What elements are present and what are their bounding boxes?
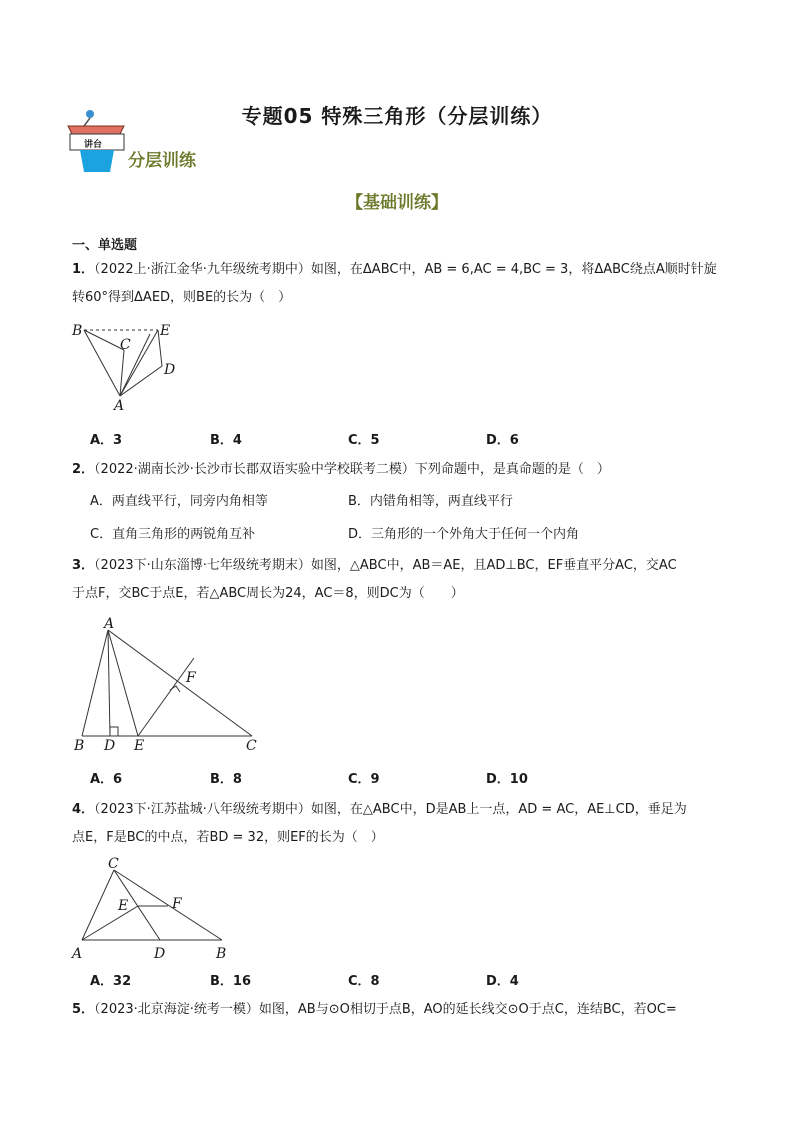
question-5 xyxy=(72,996,732,1024)
figure-label: D xyxy=(154,946,166,962)
question-source: （2023下·江苏盐城·八年级统考期中） xyxy=(94,802,311,817)
option-d: D．6 xyxy=(486,433,519,448)
logo-text: 讲台 xyxy=(84,140,103,150)
options-q2 xyxy=(90,490,730,550)
question-text: 下列命题中，是真命题的是（ ） xyxy=(414,462,610,477)
option-a: A．两直线平行，同旁内角相等 xyxy=(90,494,268,509)
option-b: B．8 xyxy=(210,772,242,787)
figure-label: A xyxy=(104,616,115,632)
figure-label: F xyxy=(186,670,196,686)
figure-q1 xyxy=(66,318,186,418)
option-c: C．8 xyxy=(348,974,380,989)
figure-label: D xyxy=(164,362,176,378)
option-a: A．6 xyxy=(90,772,123,787)
question-4 xyxy=(72,796,732,852)
question-source: （2022上·浙江金华·九年级统考期中） xyxy=(94,262,311,277)
options-q4 xyxy=(90,970,730,988)
option-c: C．5 xyxy=(348,433,380,448)
question-1 xyxy=(72,256,732,312)
question-number: 3． xyxy=(72,558,95,573)
podium-logo-icon xyxy=(62,108,132,174)
option-b: B．4 xyxy=(210,433,242,448)
figure-label: A xyxy=(114,398,125,414)
question-text-cont: 转60°得到ΔAED，则BE的长为（ ） xyxy=(72,290,292,305)
question-text: 如图，AB与⊙O相切于点B，AO的延长线交⊙O于点C，连结BC，若OC= xyxy=(258,1002,677,1017)
option-c: C．9 xyxy=(348,772,380,787)
figure-q4 xyxy=(66,852,246,962)
figure-q3 xyxy=(70,616,270,756)
figure-label: C xyxy=(120,337,131,353)
figure-label: B xyxy=(74,738,85,754)
figure-label: C xyxy=(108,856,119,872)
question-source: （2022·湖南长沙·长沙市长郡双语实验中学校联考二模） xyxy=(94,462,415,477)
options-q1 xyxy=(90,429,730,447)
figure-label: E xyxy=(134,738,145,754)
option-c: C．直角三角形的两锐角互补 xyxy=(90,527,256,542)
question-number: 1． xyxy=(72,262,95,277)
page-title: 专题05 特殊三角形（分层训练） xyxy=(241,104,553,128)
section-label: 分层训练 xyxy=(128,151,196,171)
question-2 xyxy=(72,456,732,484)
question-source: （2023·北京海淀·统考一模） xyxy=(94,1002,259,1017)
option-b: B．内错角相等，两直线平行 xyxy=(348,494,513,509)
option-a: A．3 xyxy=(90,433,123,448)
part-label: 一、单选题 xyxy=(72,238,138,253)
option-d: D．三角形的一个外角大于任何一个内角 xyxy=(348,527,580,542)
question-3 xyxy=(72,552,732,608)
figure-label: B xyxy=(216,946,227,962)
figure-label: C xyxy=(246,738,257,754)
question-source: （2023下·山东淄博·七年级统考期末） xyxy=(94,558,311,573)
question-text-cont: 于点F，交BC于点E，若△ABC周长为24，AC＝8，则DC为（ ） xyxy=(72,586,464,601)
question-text-cont: 点E，F是BC的中点，若BD = 32，则EF的长为（ ） xyxy=(72,830,384,845)
option-b: B．16 xyxy=(210,974,251,989)
question-text: 如图，在△ABC中，D是AB上一点，AD = AC，AE⊥CD，垂足为 xyxy=(310,802,687,817)
option-d: D．10 xyxy=(486,772,528,787)
question-number: 5． xyxy=(72,1002,95,1017)
option-a: A．32 xyxy=(90,974,132,989)
figure-label: D xyxy=(104,738,116,754)
option-d: D．4 xyxy=(486,974,519,989)
question-text: 如图，△ABC中，AB＝AE，且AD⊥BC，EF垂直平分AC，交AC xyxy=(310,558,677,573)
figure-label: E xyxy=(118,898,129,914)
figure-label: F xyxy=(172,896,182,912)
figure-label: A xyxy=(72,946,83,962)
question-text: 如图，在ΔABC中，AB = 6,AC = 4,BC = 3，将ΔABC绕点A顺时针旋 xyxy=(310,262,717,277)
figure-label: B xyxy=(72,323,83,339)
question-number: 4． xyxy=(72,802,95,817)
figure-label: E xyxy=(160,323,171,339)
sub-heading: 【基础训练】 xyxy=(346,193,448,213)
question-number: 2． xyxy=(72,462,95,477)
options-q3 xyxy=(90,768,730,786)
